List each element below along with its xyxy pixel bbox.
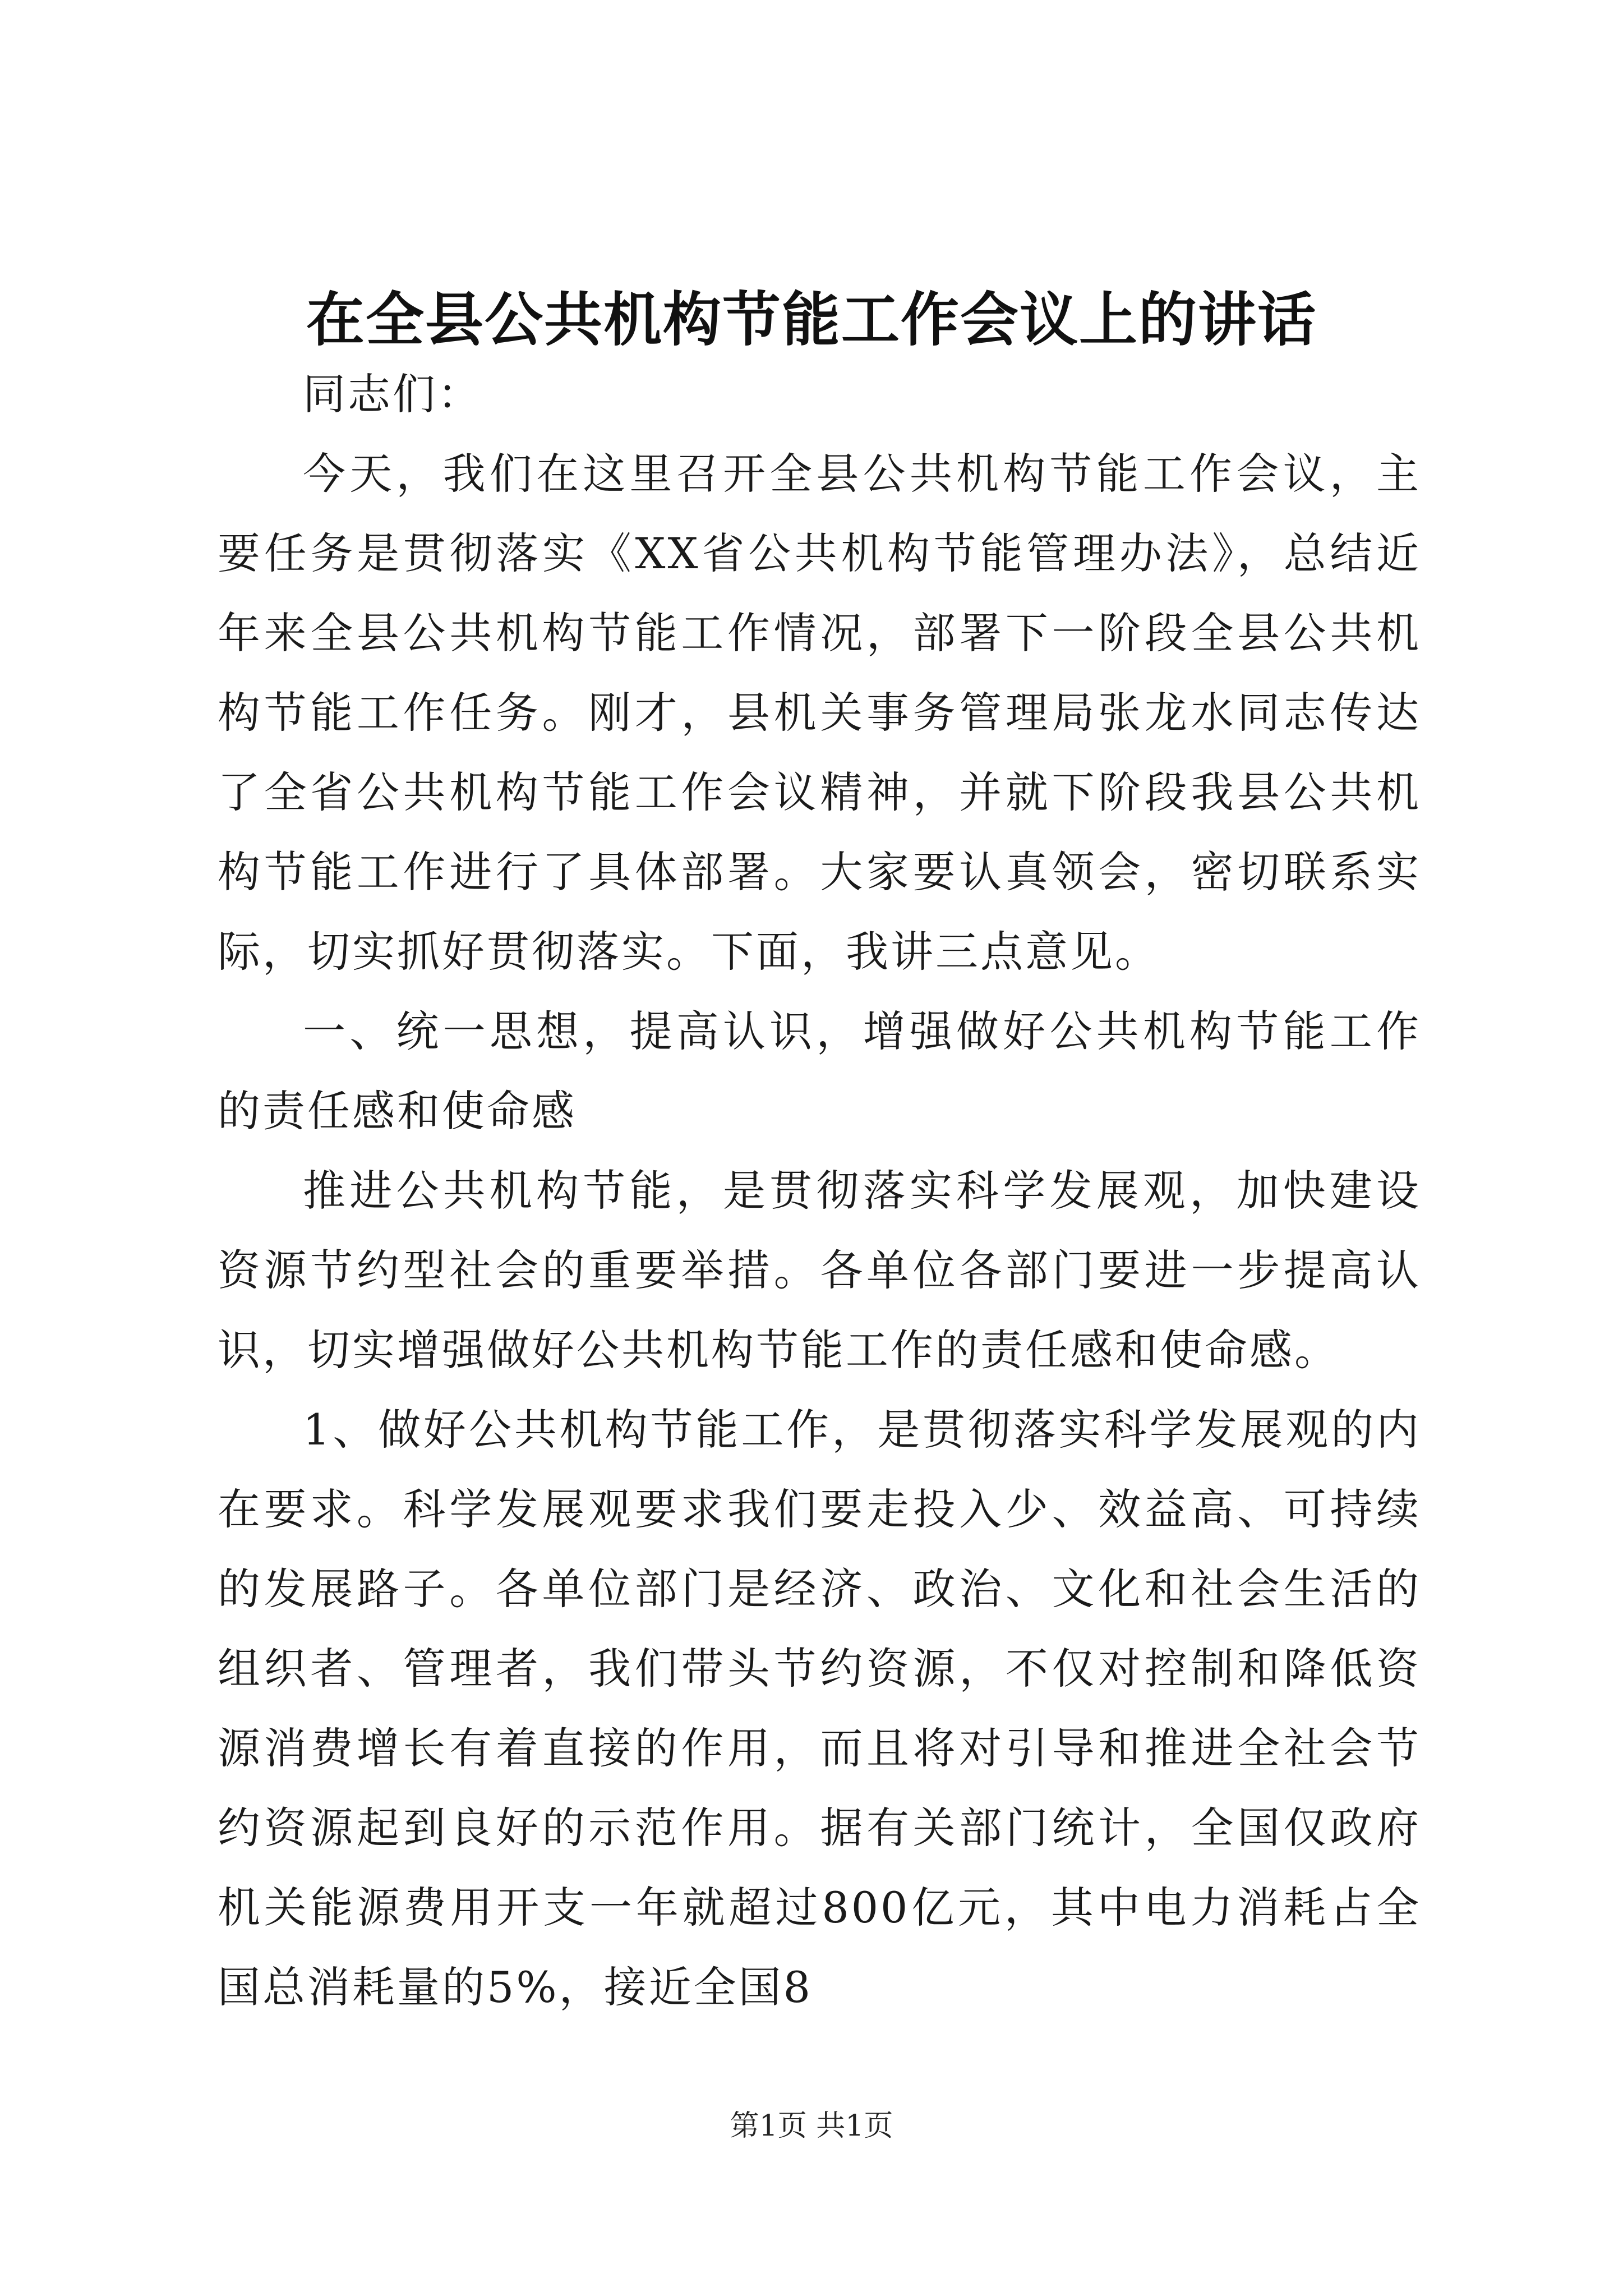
body-paragraph: 1、做好公共机构节能工作，是贯彻落实科学发展观的内在要求。科学发展观要求我们要走投入少、效益高、可持续的发展路子。各单位部门是经济、政治、文化和社会生活的组织者、管理者，我们带头节约资源，不仅对控制和降低资源消费增长有着直接的作用，而且将对引导和推进全社会节约资源起到良好的示范作用。据有关部门统计，全国仅政府机关能源费用开支一年就超过800亿元，其中电力消耗占全国总消耗量的5%，接近全国8 xyxy=(218,1405,1421,2012)
intro-paragraph: 今天，我们在这里召开全县公共机构节能工作会议，主要任务是贯彻落实《XX省公共机构节能管理办法》，总结近年来全县公共机构节能工作情况，部署下一阶段全县公共机构节能工作任务。刚才，县机关事务管理局张龙水同志传达了全省公共机构节能工作会议精神，并就下阶段我县公共机构节能工作进行了具体部署。大家要认真领会，密切联系实际，切实抓好贯彻落实。下面，我讲三点意见。 xyxy=(218,449,1421,977)
section-heading-1: 一、统一思想，提高认识，增强做好公共机构节能工作的责任感和使命感 xyxy=(218,1006,1421,1136)
salutation-paragraph: 同志们： xyxy=(303,369,482,419)
body-paragraph: 推进公共机构节能，是贯彻落实科学发展观，加快建设资源节约型社会的重要举措。各单位各部门要进一步提高认识，切实增强做好公共机构节能工作的责任感和使命感。 xyxy=(218,1166,1421,1375)
document-body xyxy=(218,355,1421,2027)
document-title: 在全县公共机构节能工作会议上的讲话 xyxy=(306,285,1317,354)
page-footer: 第1页 共1页 xyxy=(730,2109,893,2143)
